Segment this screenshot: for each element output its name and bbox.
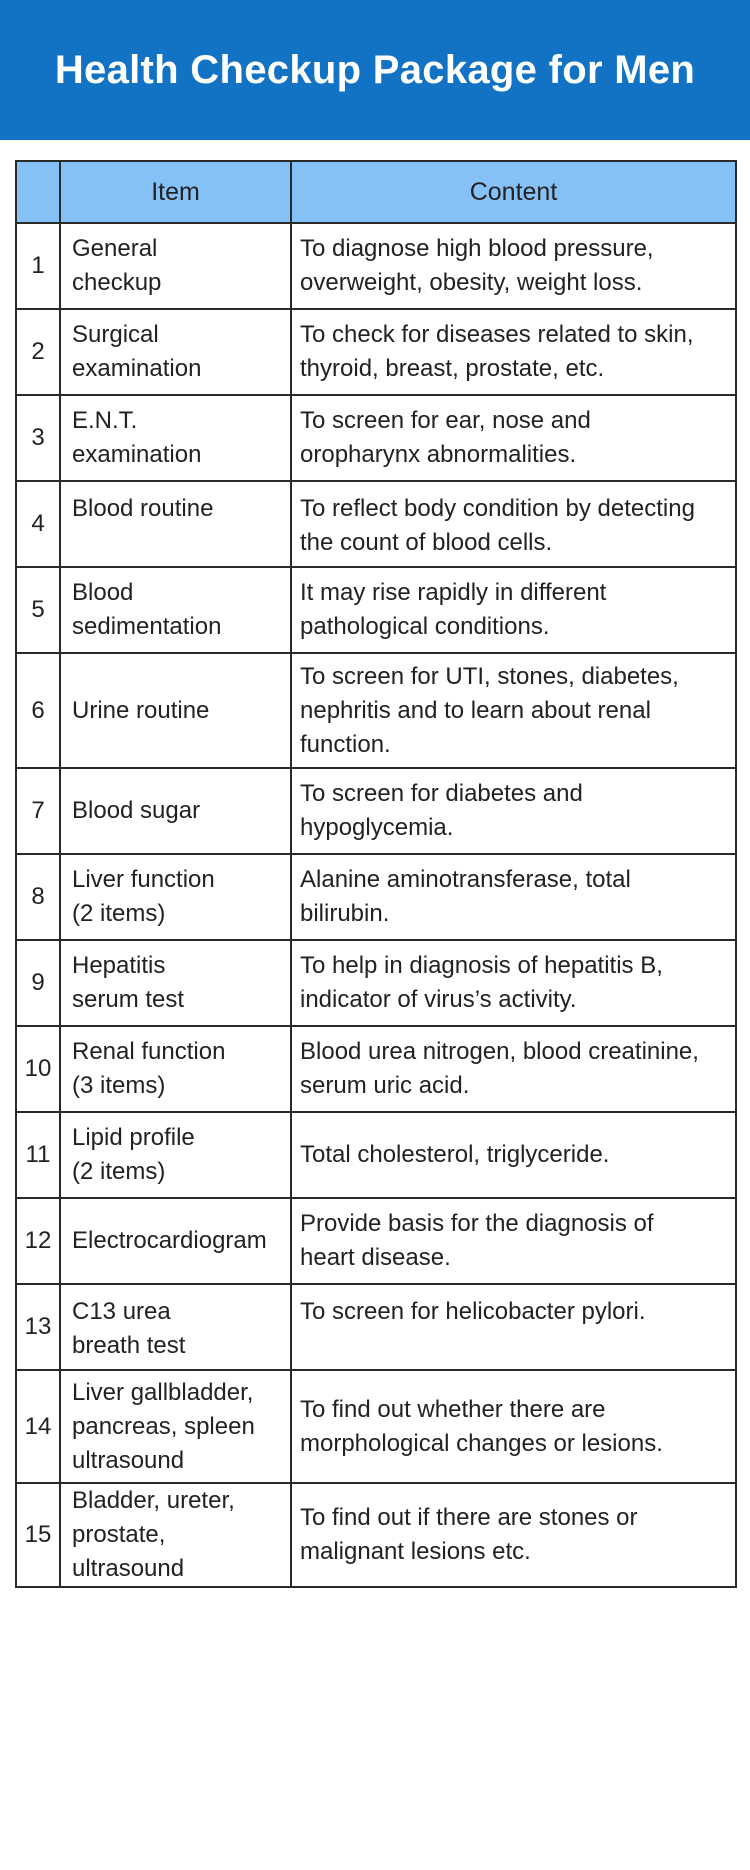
row-item-line: E.N.T. bbox=[72, 407, 138, 434]
table-row bbox=[16, 481, 736, 567]
row-content-line: heart disease. bbox=[300, 1244, 451, 1271]
row-content-line: indicator of virus’s activity. bbox=[300, 986, 577, 1013]
row-item-line: Renal function bbox=[72, 1038, 226, 1065]
row-content bbox=[291, 395, 736, 481]
row-number: 7 bbox=[16, 768, 60, 854]
row-item-line: prostate, bbox=[72, 1521, 166, 1548]
row-content bbox=[291, 940, 736, 1026]
checkup-table-container bbox=[15, 160, 737, 1588]
row-content-line: thyroid, breast, prostate, etc. bbox=[300, 355, 605, 382]
row-number: 5 bbox=[16, 567, 60, 653]
row-number: 3 bbox=[16, 395, 60, 481]
row-item-line: examination bbox=[72, 355, 202, 382]
row-item-line: Electrocardiogram bbox=[72, 1227, 267, 1254]
row-item bbox=[60, 653, 291, 768]
row-content-line: To check for diseases related to skin, bbox=[300, 321, 694, 348]
row-number: 2 bbox=[16, 309, 60, 395]
row-item-line: serum test bbox=[72, 986, 185, 1013]
page-title: Health Checkup Package for Men bbox=[54, 47, 696, 92]
row-content-line: To reflect body condition by detecting bbox=[300, 495, 695, 522]
row-number: 11 bbox=[16, 1112, 60, 1198]
row-item bbox=[60, 309, 291, 395]
row-item-line: Bladder, ureter, bbox=[72, 1487, 235, 1514]
row-item-line: sedimentation bbox=[72, 613, 222, 640]
row-content-line: nephritis and to learn about renal bbox=[300, 696, 651, 724]
row-content-line: To screen for ear, nose and bbox=[300, 407, 591, 434]
row-item-line: Surgical bbox=[72, 321, 159, 348]
row-item-line: checkup bbox=[72, 269, 162, 296]
row-content-line: It may rise rapidly in different bbox=[300, 579, 607, 606]
row-content bbox=[291, 223, 736, 309]
row-content-line: Provide basis for the diagnosis of bbox=[300, 1210, 654, 1237]
row-item bbox=[60, 395, 291, 481]
row-content-line: the count of blood cells. bbox=[300, 529, 553, 556]
table-row bbox=[16, 1026, 736, 1112]
row-content-line: To help in diagnosis of hepatitis B, bbox=[300, 952, 663, 979]
table-row bbox=[16, 854, 736, 940]
row-item bbox=[60, 854, 291, 940]
row-content bbox=[291, 1026, 736, 1112]
row-item-line: Hepatitis bbox=[72, 952, 166, 979]
row-content bbox=[291, 1284, 736, 1370]
table-row bbox=[16, 653, 736, 768]
row-number: 4 bbox=[16, 481, 60, 567]
row-number: 6 bbox=[16, 653, 60, 768]
row-content-line: To diagnose high blood pressure, bbox=[300, 235, 654, 262]
row-content bbox=[291, 309, 736, 395]
row-content bbox=[291, 1483, 736, 1587]
table-header-row bbox=[16, 161, 736, 223]
table-row bbox=[16, 1370, 736, 1483]
row-item-line: Blood routine bbox=[72, 495, 214, 522]
row-content-line: morphological changes or lesions. bbox=[300, 1429, 663, 1457]
row-content bbox=[291, 653, 736, 768]
row-item bbox=[60, 1370, 291, 1483]
row-item-line: General bbox=[72, 235, 158, 262]
row-content bbox=[291, 854, 736, 940]
row-content-line: Total cholesterol, triglyceride. bbox=[300, 1141, 610, 1168]
table-row bbox=[16, 1198, 736, 1284]
table-row bbox=[16, 1112, 736, 1198]
table-row bbox=[16, 223, 736, 309]
row-item bbox=[60, 1112, 291, 1198]
table-body bbox=[16, 223, 736, 1587]
row-item bbox=[60, 223, 291, 309]
table-row bbox=[16, 1483, 736, 1587]
column-header-content: Content bbox=[291, 161, 736, 223]
table-row bbox=[16, 567, 736, 653]
row-item bbox=[60, 768, 291, 854]
row-content-line: function. bbox=[300, 730, 391, 758]
row-item-line: Blood bbox=[72, 579, 134, 606]
row-content-line: To find out whether there are bbox=[300, 1395, 606, 1423]
row-content bbox=[291, 567, 736, 653]
row-content-line: To screen for diabetes and bbox=[300, 780, 583, 807]
row-number: 15 bbox=[16, 1483, 60, 1587]
row-content bbox=[291, 481, 736, 567]
table-row bbox=[16, 1284, 736, 1370]
row-content-line: To screen for helicobacter pylori. bbox=[300, 1298, 646, 1325]
row-item bbox=[60, 1198, 291, 1284]
row-number: 8 bbox=[16, 854, 60, 940]
row-item-line: breath test bbox=[72, 1332, 186, 1359]
row-item-line: Urine routine bbox=[72, 696, 210, 724]
row-item-line: ultrasound bbox=[72, 1446, 185, 1474]
row-number: 13 bbox=[16, 1284, 60, 1370]
row-item-line: (3 items) bbox=[72, 1072, 166, 1099]
table-row bbox=[16, 395, 736, 481]
row-content bbox=[291, 1370, 736, 1483]
row-item bbox=[60, 1483, 291, 1587]
row-item bbox=[60, 481, 291, 567]
row-content-line: To screen for UTI, stones, diabetes, bbox=[300, 662, 679, 690]
table-row bbox=[16, 768, 736, 854]
checkup-table bbox=[15, 160, 737, 1588]
row-item-line: Lipid profile bbox=[72, 1124, 195, 1151]
row-content-line: Alanine aminotransferase, total bbox=[300, 866, 631, 893]
row-number: 1 bbox=[16, 223, 60, 309]
row-content-line: To find out if there are stones or bbox=[300, 1504, 638, 1531]
row-number: 9 bbox=[16, 940, 60, 1026]
row-item-line: ultrasound bbox=[72, 1555, 185, 1582]
row-item-line: pancreas, spleen bbox=[72, 1412, 255, 1440]
row-item-line: Blood sugar bbox=[72, 797, 201, 824]
column-header-number bbox=[16, 161, 60, 223]
row-content-line: oropharynx abnormalities. bbox=[300, 441, 577, 468]
row-content bbox=[291, 1112, 736, 1198]
row-item bbox=[60, 1026, 291, 1112]
row-item-line: C13 urea bbox=[72, 1298, 171, 1325]
row-item bbox=[60, 567, 291, 653]
row-item-line: (2 items) bbox=[72, 900, 166, 927]
row-content bbox=[291, 768, 736, 854]
row-number: 12 bbox=[16, 1198, 60, 1284]
row-content-line: serum uric acid. bbox=[300, 1072, 470, 1099]
row-item-line: examination bbox=[72, 441, 202, 468]
row-content bbox=[291, 1198, 736, 1284]
row-item bbox=[60, 940, 291, 1026]
row-content-line: overweight, obesity, weight loss. bbox=[300, 269, 643, 296]
row-content-line: pathological conditions. bbox=[300, 613, 550, 640]
row-content-line: hypoglycemia. bbox=[300, 814, 454, 841]
row-item-line: Liver function bbox=[72, 866, 215, 893]
table-row bbox=[16, 309, 736, 395]
table-row bbox=[16, 940, 736, 1026]
page-header bbox=[0, 0, 750, 140]
row-content-line: malignant lesions etc. bbox=[300, 1538, 531, 1565]
row-item-line: Liver gallbladder, bbox=[72, 1378, 254, 1406]
row-item bbox=[60, 1284, 291, 1370]
column-header-item: Item bbox=[60, 161, 291, 223]
row-item-line: (2 items) bbox=[72, 1158, 166, 1185]
row-number: 10 bbox=[16, 1026, 60, 1112]
row-content-line: bilirubin. bbox=[300, 900, 390, 927]
row-number: 14 bbox=[16, 1370, 60, 1483]
row-content-line: Blood urea nitrogen, blood creatinine, bbox=[300, 1038, 699, 1065]
